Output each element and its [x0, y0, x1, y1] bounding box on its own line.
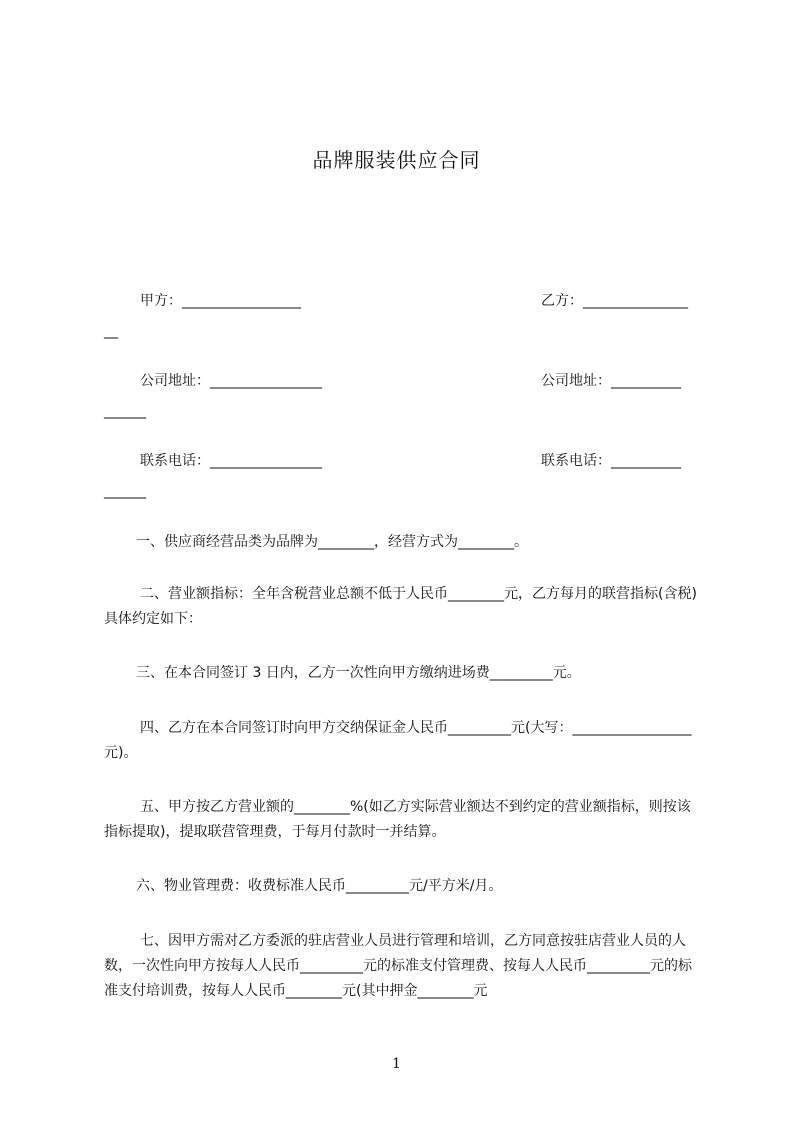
party-a-label: 甲方：________________: [140, 293, 294, 309]
phone-a: 联系电话：________________: [140, 453, 322, 469]
company-address-b-wrap: ______: [104, 403, 146, 419]
party-a-line: [140, 292, 301, 310]
clause-7: 七、因甲方需对乙方委派的驻店营业人员进行管理和培训，乙方同意按驻店营业人员的人数，一次性向甲方按每人人民币_________元的标准支付管理费、按每人人民币_________元的标准支付培训费，按每人人民币________元(其中押金________元: [104, 933, 692, 999]
party-b-wrap: __: [104, 323, 118, 339]
phone-b: 联系电话：__________: [541, 453, 681, 469]
phone-b-wrap: ______: [104, 483, 146, 499]
company-address-a: 公司地址：________________: [140, 373, 322, 389]
clause-5: 五、甲方按乙方营业额的________%(如乙方实际营业额达不到约定的营业额指标，则按该指标提取)，提取联营管理费，于每月付款时一并结算。: [104, 799, 691, 840]
clause-1: 一、供应商经营品类为品牌为________，经营方式为________。: [136, 534, 528, 550]
company-address-b: 公司地址：__________: [541, 373, 681, 389]
clause-6: 六、物业管理费：收费标准人民币_________元/平方米/月。: [136, 878, 503, 894]
page-number: 1: [392, 1056, 401, 1072]
party-b-label: 乙方：_______________: [541, 293, 688, 309]
party-a-tail: _: [294, 293, 301, 309]
clause-3: 三、在本合同签订 3 日内，乙方一次性向甲方缴纳进场费_________元。: [136, 665, 581, 681]
clause-4: 四、乙方在本合同签订时向甲方交纳保证金人民币_________元(大写：_________________元)。: [104, 720, 692, 761]
clause-2: 二、营业额指标：全年含税营业总额不低于人民币________元，乙方每月的联营指标(含税)具体约定如下：: [104, 586, 697, 627]
document-title: 品牌服装供应合同: [312, 148, 481, 172]
